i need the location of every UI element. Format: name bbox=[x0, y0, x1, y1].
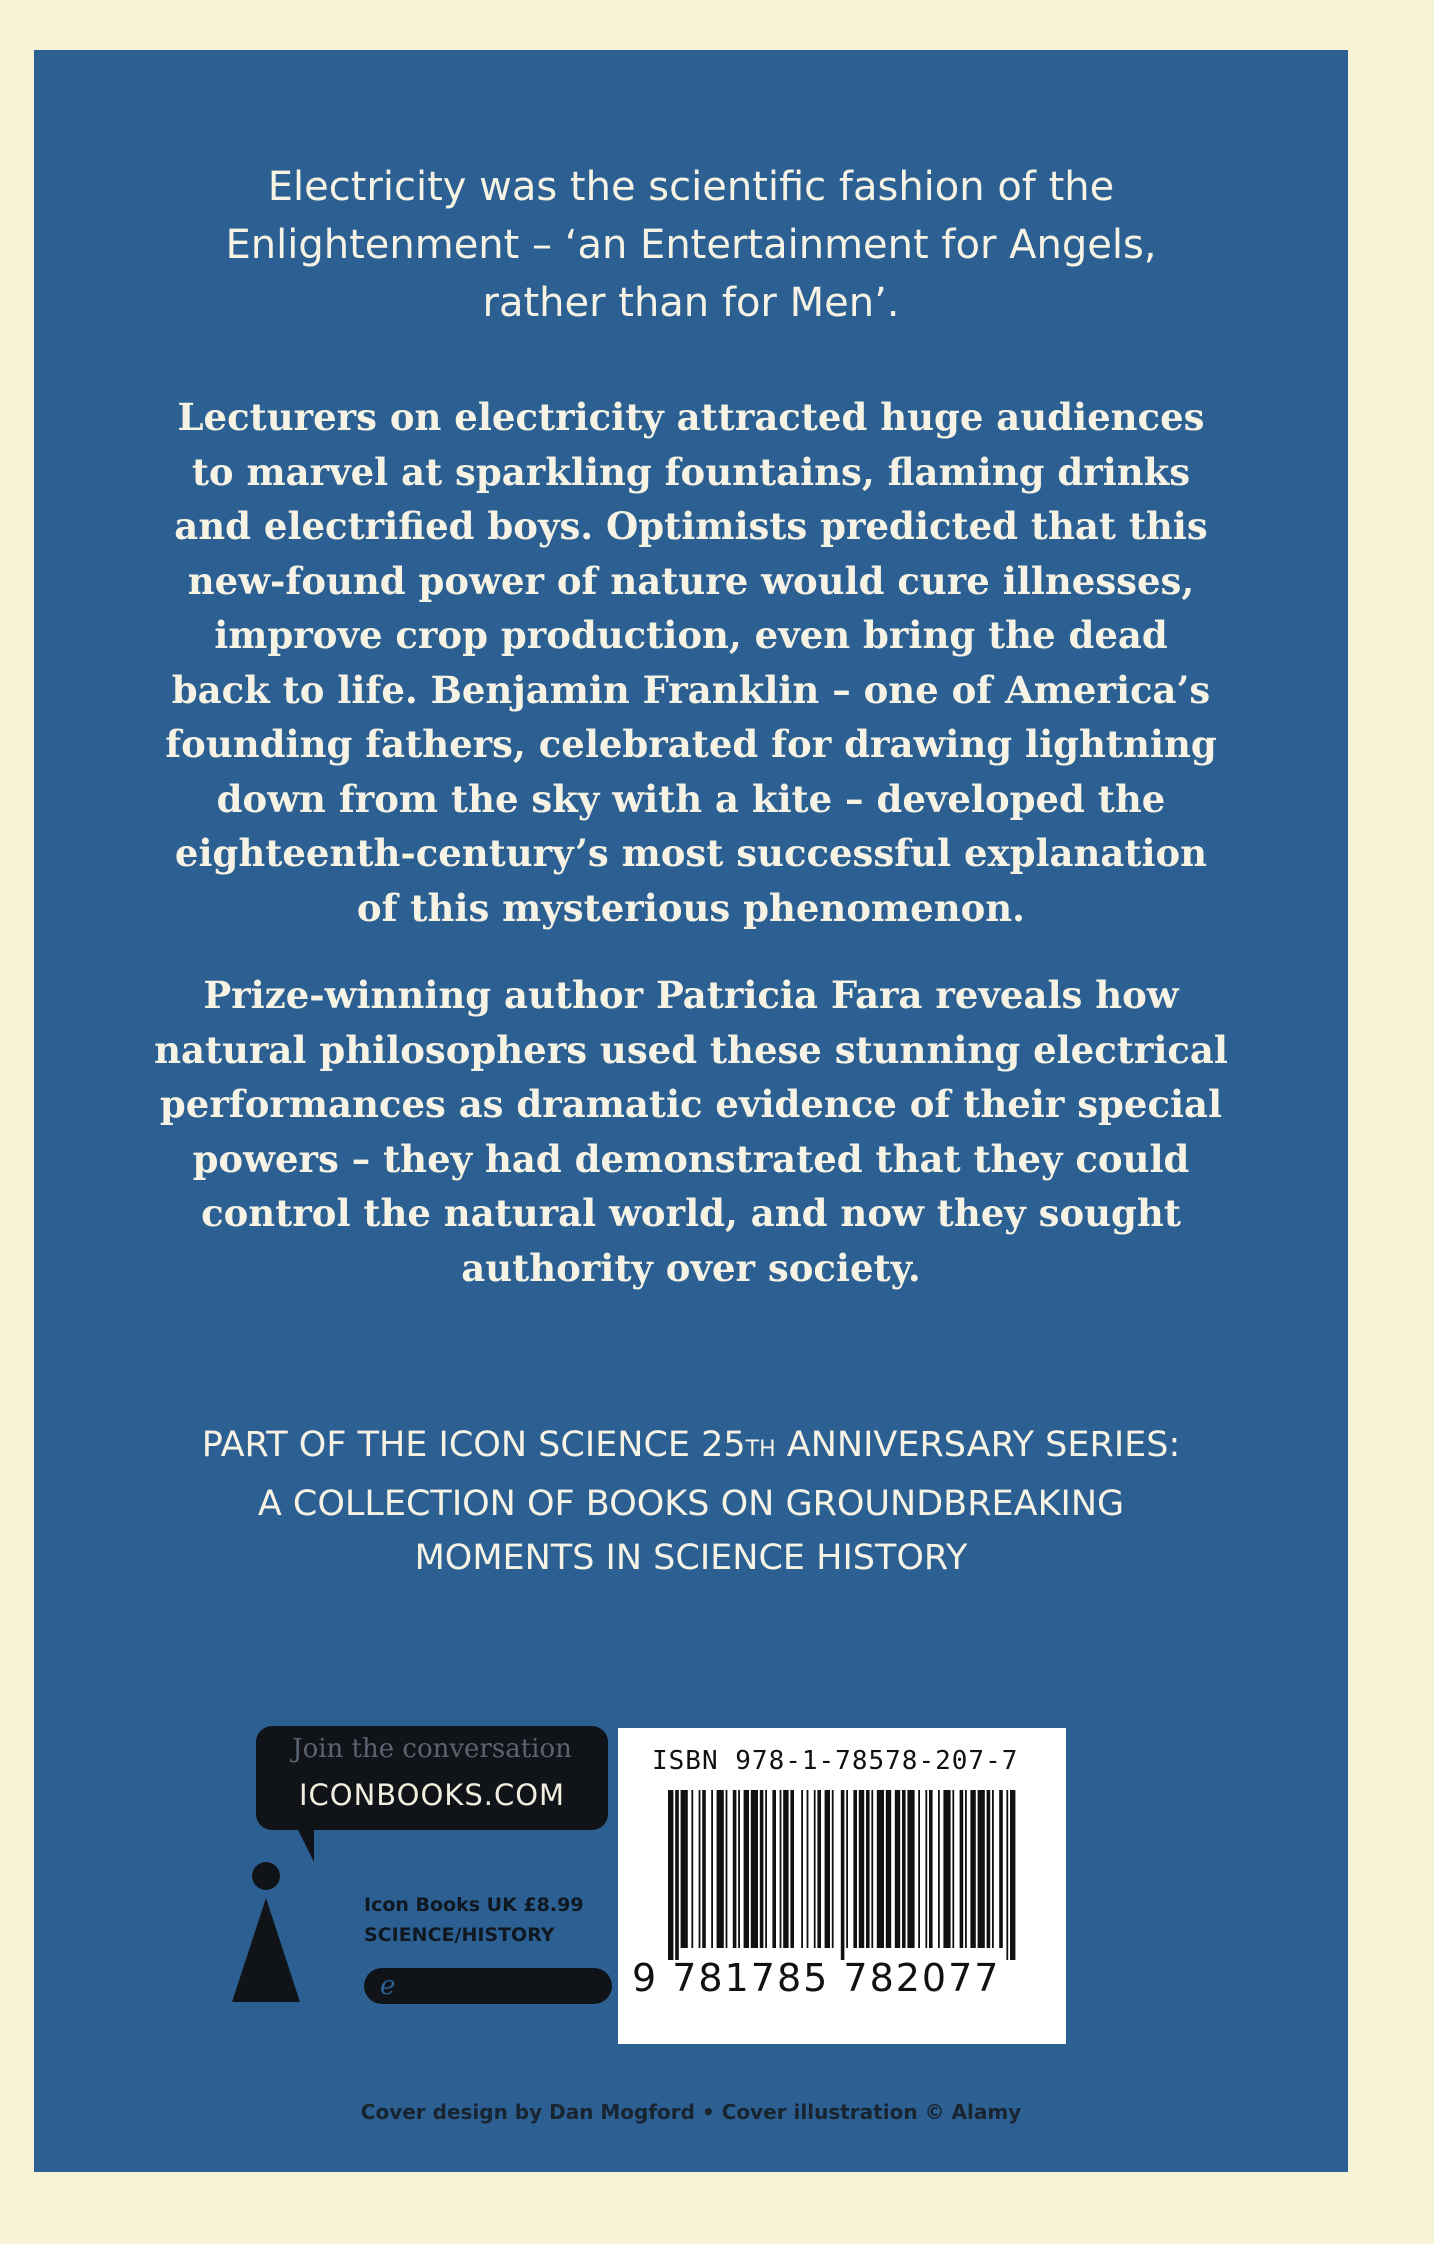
barcode-bar bbox=[744, 1790, 749, 1948]
barcode-bar bbox=[691, 1790, 693, 1948]
barcode-bar bbox=[780, 1790, 782, 1948]
series-line-3: MOMENTS IN SCIENCE HISTORY bbox=[414, 1538, 968, 1578]
publisher-url[interactable]: ICONBOOKS.COM bbox=[298, 1778, 566, 1812]
join-conversation-text: Join the conversation bbox=[292, 1734, 572, 1764]
barcode-bar bbox=[943, 1790, 950, 1948]
barcode-bar bbox=[702, 1790, 706, 1948]
barcode-bar bbox=[907, 1790, 914, 1948]
text-line: to marvel at sparkling fountains, flaming drinks bbox=[191, 449, 1191, 494]
barcode-bar bbox=[877, 1790, 884, 1948]
barcode-bar bbox=[790, 1790, 794, 1948]
barcode-bar bbox=[783, 1790, 788, 1948]
barcode-bar bbox=[1010, 1790, 1015, 1960]
barcode-bar bbox=[846, 1790, 848, 1948]
barcode-bar bbox=[841, 1790, 845, 1960]
text-line: powers – they had demonstrated that they could bbox=[192, 1136, 1190, 1181]
text-line: new-found power of nature would cure illnesses, bbox=[187, 558, 1195, 603]
barcode-bar bbox=[871, 1790, 873, 1948]
text-line: Lecturers on electricity attracted huge audiences bbox=[177, 395, 1205, 439]
barcode-bar bbox=[681, 1790, 688, 1948]
barcode-bar bbox=[859, 1790, 864, 1948]
barcode-bar bbox=[918, 1790, 920, 1948]
barcode-bar bbox=[902, 1790, 906, 1948]
text-line: back to life. Benjamin Franklin – one of America’s bbox=[171, 667, 1211, 712]
category: SCIENCE/HISTORY bbox=[364, 1924, 555, 1946]
description-paragraph-2 bbox=[34, 968, 1348, 1295]
barcode-bar bbox=[772, 1790, 776, 1948]
tagline-line: rather than for Men’. bbox=[482, 280, 900, 326]
price-category bbox=[364, 1890, 584, 1950]
barcode-bar bbox=[801, 1790, 803, 1948]
series-line-2: A COLLECTION OF BOOKS ON GROUNDBREAKING bbox=[257, 1484, 1125, 1524]
barcode-bar bbox=[960, 1790, 964, 1948]
barcode-bar bbox=[866, 1790, 870, 1948]
ordinal-suffix: TH bbox=[745, 1437, 776, 1462]
barcode-bar bbox=[970, 1790, 975, 1948]
barcode-bar bbox=[992, 1790, 994, 1948]
barcode-bar bbox=[765, 1790, 767, 1948]
barcode-bar bbox=[817, 1790, 821, 1948]
description-paragraph-1 bbox=[34, 390, 1348, 935]
publisher-speech-bubble[interactable] bbox=[256, 1726, 608, 1830]
barcode-bar bbox=[987, 1790, 991, 1948]
text-line: eighteenth-century’s most successful explanation bbox=[174, 831, 1208, 875]
barcode-bar bbox=[952, 1790, 954, 1948]
text-line: founding fathers, celebrated for drawing lightning bbox=[165, 722, 1217, 766]
barcode-bar bbox=[738, 1790, 740, 1948]
barcode-bar bbox=[760, 1790, 764, 1948]
speech-bubble-tail bbox=[296, 1826, 314, 1862]
barcode-bar bbox=[853, 1790, 857, 1948]
barcode-bar bbox=[938, 1790, 940, 1948]
barcode-bar bbox=[699, 1790, 701, 1948]
barcode-bar bbox=[675, 1790, 679, 1960]
barcode-bar bbox=[999, 1790, 1003, 1948]
icon-logo-dot bbox=[252, 1862, 280, 1890]
barcode-bar bbox=[1006, 1790, 1008, 1960]
tagline bbox=[34, 158, 1348, 332]
barcode-bar bbox=[925, 1790, 927, 1948]
tagline-line: Electricity was the scientific fashion of the bbox=[267, 164, 1115, 210]
series-line-1-post: ANNIVERSARY SERIES: bbox=[775, 1425, 1181, 1465]
barcode-bar bbox=[807, 1790, 809, 1948]
text-line: down from the sky with a kite – developed the bbox=[216, 776, 1166, 821]
barcode-bar bbox=[886, 1790, 891, 1948]
price: Icon Books UK £8.99 bbox=[364, 1894, 584, 1916]
barcode-bar bbox=[717, 1790, 724, 1948]
barcode-bar bbox=[895, 1790, 900, 1948]
text-line: control the natural world, and now they sought bbox=[201, 1191, 1181, 1235]
text-line: and electrified boys. Optimists predicted that this bbox=[174, 504, 1208, 548]
icon-logo-triangle bbox=[232, 1898, 300, 2002]
barcode-bar bbox=[733, 1790, 737, 1948]
text-line: performances as dramatic evidence of their special bbox=[159, 1082, 1223, 1126]
barcode-bar bbox=[825, 1790, 830, 1948]
series-line-1 bbox=[34, 1418, 1348, 1477]
barcode-bar bbox=[814, 1790, 816, 1948]
text-line: of this mysterious phenomenon. bbox=[356, 885, 1026, 930]
series-statement bbox=[34, 1418, 1348, 1585]
barcode-bar bbox=[832, 1790, 834, 1948]
barcode-bar bbox=[929, 1790, 933, 1948]
text-line: authority over society. bbox=[461, 1245, 921, 1290]
barcode-bars bbox=[668, 1790, 1016, 1960]
barcode-bar bbox=[726, 1790, 728, 1948]
isbn-digits: 9 781785 782077 bbox=[632, 1956, 1001, 2000]
barcode-bar bbox=[978, 1790, 985, 1948]
cover-credit: Cover design by Dan Mogford • Cover illustration © Alamy bbox=[360, 2100, 1022, 2124]
barcode-bar bbox=[668, 1790, 673, 1960]
text-line: Prize-winning author Patricia Fara reveals how bbox=[203, 973, 1179, 1017]
tagline-line: Enlightenment – ‘an Entertainment for Angels, bbox=[225, 222, 1157, 268]
text-line: improve crop production, even bring the dead bbox=[214, 613, 1168, 657]
series-line-1-pre: PART OF THE ICON SCIENCE 25 bbox=[201, 1425, 746, 1465]
barcode-bar bbox=[711, 1790, 713, 1948]
ebook-badge: e bbox=[364, 1968, 612, 2004]
text-line: natural philosophers used these stunning electrical bbox=[154, 1027, 1228, 1072]
isbn-label: ISBN 978-1-78578-207-7 bbox=[652, 1746, 1019, 1776]
barcode-bar bbox=[751, 1790, 758, 1948]
barcode-bar bbox=[965, 1790, 967, 1948]
isbn-barcode bbox=[618, 1728, 1066, 2044]
